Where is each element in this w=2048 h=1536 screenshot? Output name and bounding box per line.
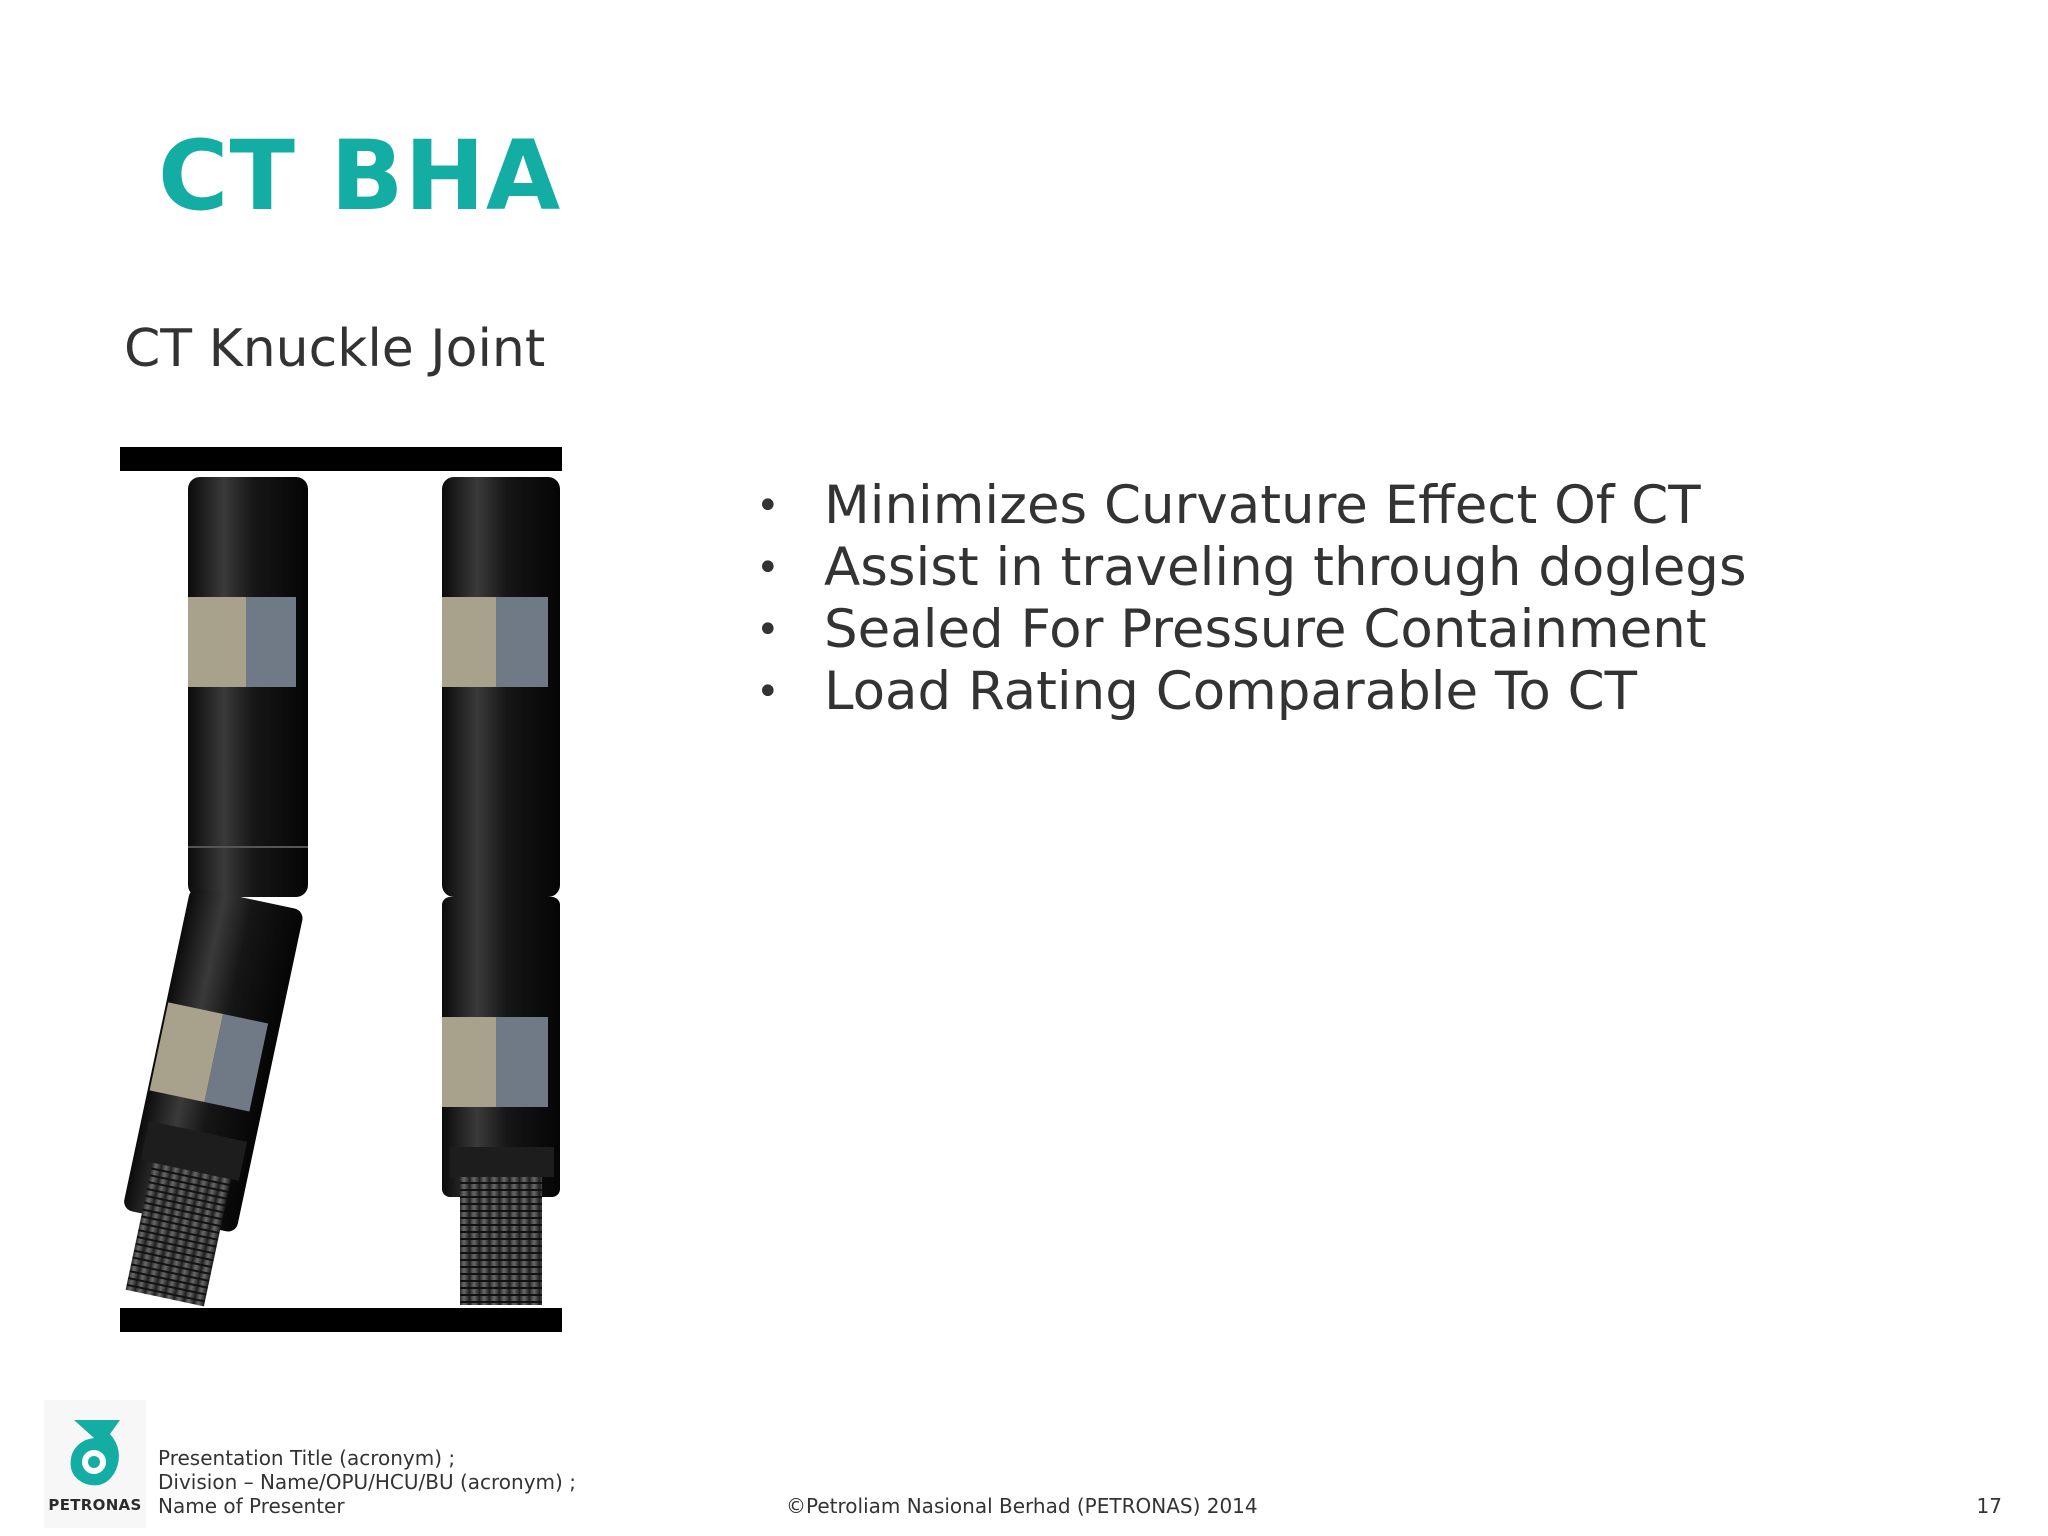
footer-info-line: Division – Name/OPU/HCU/BU (acronym) ;: [158, 1470, 576, 1494]
straight-tool-illustration: [442, 477, 560, 1305]
bullet-item: • Minimizes Curvature Effect Of CT: [756, 475, 1701, 536]
slide-subtitle: CT Knuckle Joint: [124, 319, 546, 379]
bullet-symbol: •: [756, 545, 780, 591]
bullet-item: • Sealed For Pressure Containment: [756, 599, 1707, 660]
bullet-item: • Load Rating Comparable To CT: [756, 661, 1638, 722]
page-number: 17: [1976, 1494, 2002, 1518]
bullet-item: • Assist in traveling through doglegs: [756, 537, 1747, 598]
copyright-text: ©Petroliam Nasional Berhad (PETRONAS) 2014: [786, 1494, 1258, 1518]
slide-title: CT BHA: [158, 120, 562, 232]
bullet-list: [756, 475, 1756, 723]
footer-info: [158, 1446, 576, 1518]
footer-info-line: Presentation Title (acronym) ;: [158, 1446, 456, 1470]
logo-text: PETRONAS: [48, 1496, 142, 1514]
petronas-logo: [44, 1400, 146, 1528]
bullet-symbol: •: [756, 483, 780, 529]
bullet-symbol: •: [756, 607, 780, 653]
footer-info-line: Name of Presenter: [158, 1494, 345, 1518]
knuckle-joint-photo: [120, 447, 562, 1332]
bullet-symbol: •: [756, 669, 780, 715]
